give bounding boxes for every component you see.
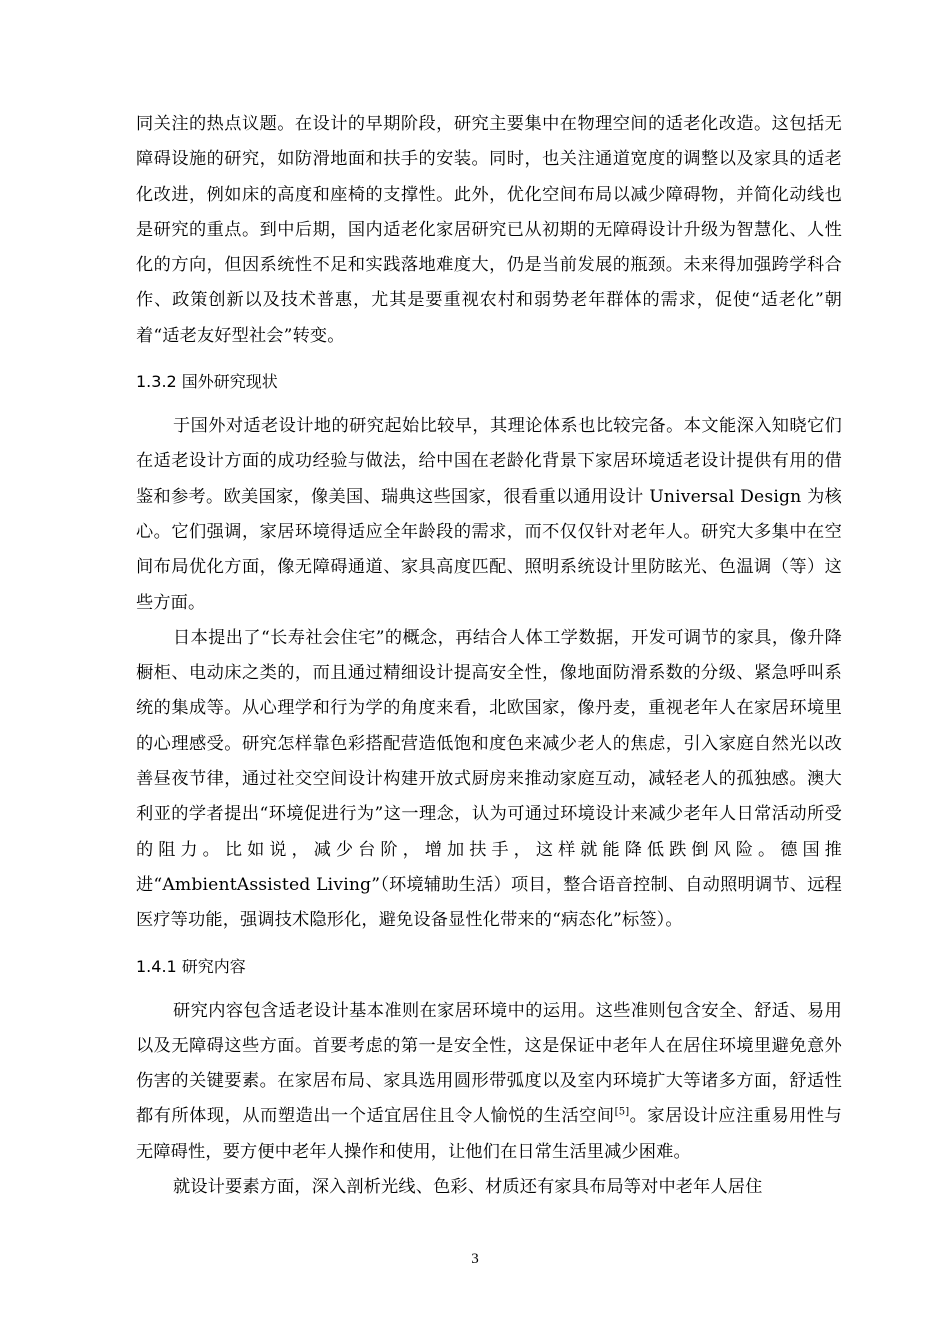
section-heading-1-3-2: 1.3.2 国外研究现状 (136, 372, 278, 392)
paragraph-foreign-research-cases: 日本提出了“长寿社会住宅”的概念，再结合人体工学数据，开发可调节的家具，像升降橱柜、电动床之类的，而且通过精细设计提高安全性，像地面防滑系数的分级、紧急呼叫系统的集成等。从心理学和行为学的角度来看，北欧国家，像丹麦，重视老年人在家居环境里的心理感受。研究怎样靠色彩搭配营造低饱和度色来减少老人的焦虑，引入家庭自然光以改善昼夜节律，通过社交空间设计构建开放式厨房来推动家庭互动，减轻老人的孤独感。澳大利亚的学者提出“环境促进行为”这一理念，认为可通过环境设计来减少老年人日常活动所受的阻力。比如说，减少台阶，增加扶手，这样就能降低跌倒风险。德国推进“AmbientAssisted Living”（环境辅助生活）项目，整合语音控制、自动照明调节、远程医疗等功能，强调技术隐形化，避免设备显性化带来的“病态化”标签）。 (136, 627, 842, 931)
paragraph-domestic-research-summary: 同关注的热点议题。在设计的早期阶段，研究主要集中在物理空间的适老化改造。这包括无障碍设施的研究，如防滑地面和扶手的安装。同时，也关注通道宽度的调整以及家具的适老化改进，例如床的高度和座椅的支撑性。此外，优化空间布局以减少障碍物，并简化动线也是研究的重点。到中后期，国内适老化家居研究已从初期的无障碍设计升级为智慧化、人性化的方向，但因系统性不足和实践落地难度大，仍是当前发展的瓶颈。未来得加强跨学科合作、政策创新以及技术普惠，尤其是要重视农村和弱势老年群体的需求，促使“适老化”朝着“适老友好型社会”转变。 (136, 114, 842, 346)
citation-reference: [5] (614, 1106, 630, 1118)
paragraph-design-elements: 就设计要素方面，深入剖析光线、色彩、材质还有家具布局等对中老年人居住 (173, 1177, 763, 1198)
paragraph-research-content-text-continued: 。家居设计应注重易用性与无障碍性，要方便中老年人操作和使用，让他们在日常生活里减少困难。 (136, 1106, 842, 1162)
page-body (136, 107, 842, 1205)
section-heading-1-4-1: 1.4.1 研究内容 (136, 956, 246, 976)
paragraph-foreign-research-overview: 于国外对适老设计地的研究起始比较早，其理论体系也比较完备。本文能深入知晓它们在适老设计方面的成功经验与做法，给中国在老龄化背景下家居环境适老设计提供有用的借鉴和参考。欧美国家，像美国、瑞典这些国家，很看重以通用设计 Universal Design 为核心。它们强调，家居环境得适应全年龄段的需求，而不仅仅针对老年人。研究大多集中在空间布局优化方面，像无障碍通道、家具高度匹配、照明系统设计里防眩光、色温调（等）这些方面。 (136, 416, 842, 613)
page-number: 3 (471, 1251, 479, 1267)
paragraph-research-content (136, 994, 842, 1170)
paragraph-research-content-text: 研究内容包含适老设计基本准则在家居环境中的运用。这些准则包含安全、舒适、易用以及无障碍这些方面。首要考虑的第一是安全性，这是保证中老年人在居住环境里避免意外伤害的关键要素。在家居布局、家具选用圆形带弧度以及室内环境扩大等诸多方面，舒适性都有所体现，从而塑造出一个适宜居住且令人愉悦的生活空间 (136, 1000, 842, 1127)
